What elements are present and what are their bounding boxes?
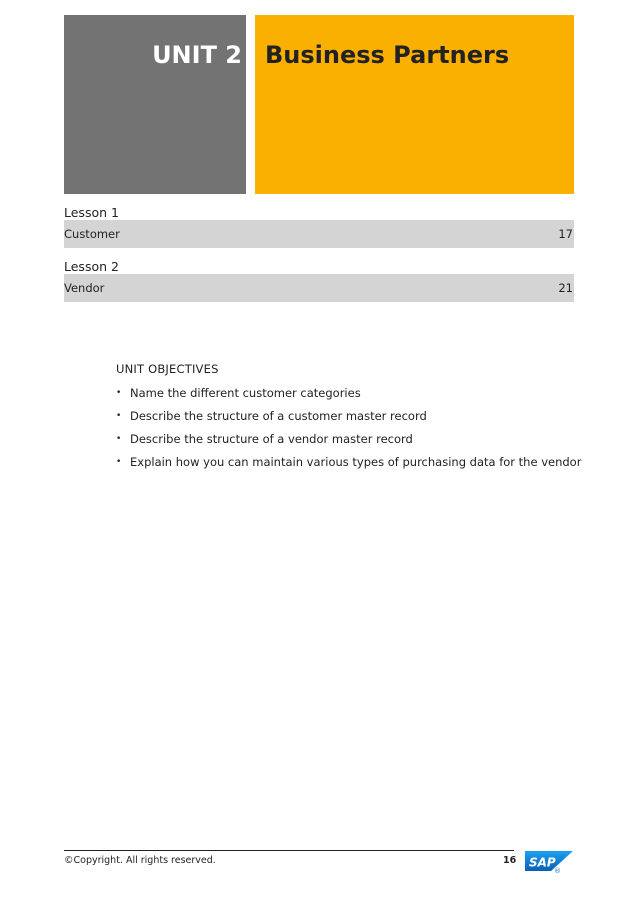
lesson-1-name: Customer bbox=[64, 227, 120, 241]
objective-text: Describe the structure of a customer master record bbox=[130, 409, 427, 423]
objective-item bbox=[116, 408, 586, 431]
objective-text: Explain how you can maintain various types of purchasing data for the vendor bbox=[130, 455, 582, 469]
sap-logo-icon bbox=[525, 851, 573, 874]
lesson-1-page: 17 bbox=[558, 227, 573, 241]
objective-item bbox=[116, 431, 586, 454]
objective-item bbox=[116, 385, 586, 408]
bullet-icon: • bbox=[116, 411, 122, 421]
lesson-2-page: 21 bbox=[558, 281, 573, 295]
lesson-1-row[interactable] bbox=[64, 220, 574, 248]
bullet-icon: • bbox=[116, 388, 122, 398]
lesson-2-row[interactable] bbox=[64, 274, 574, 302]
lesson-2-heading: Lesson 2 bbox=[64, 259, 119, 274]
objective-item bbox=[116, 454, 586, 477]
bullet-icon: • bbox=[116, 457, 122, 467]
bullet-icon: • bbox=[116, 434, 122, 444]
footer-copyright: ©Copyright. All rights reserved. bbox=[64, 855, 216, 866]
objectives-title: UNIT OBJECTIVES bbox=[116, 362, 219, 376]
sap-logo-text: SAP bbox=[529, 855, 556, 870]
footer-divider bbox=[64, 850, 514, 851]
unit-number-block bbox=[64, 15, 246, 194]
sap-registered-mark: ® bbox=[554, 867, 561, 874]
objective-text: Describe the structure of a vendor master record bbox=[130, 432, 413, 446]
unit-number: UNIT 2 bbox=[152, 41, 242, 69]
footer-page-number: 16 bbox=[503, 855, 517, 866]
unit-title: Business Partners bbox=[265, 41, 510, 69]
objectives-list bbox=[116, 385, 586, 477]
lesson-1-heading: Lesson 1 bbox=[64, 205, 119, 220]
lesson-2-name: Vendor bbox=[64, 281, 105, 295]
unit-title-block bbox=[255, 15, 574, 194]
objective-text: Name the different customer categories bbox=[130, 386, 361, 400]
